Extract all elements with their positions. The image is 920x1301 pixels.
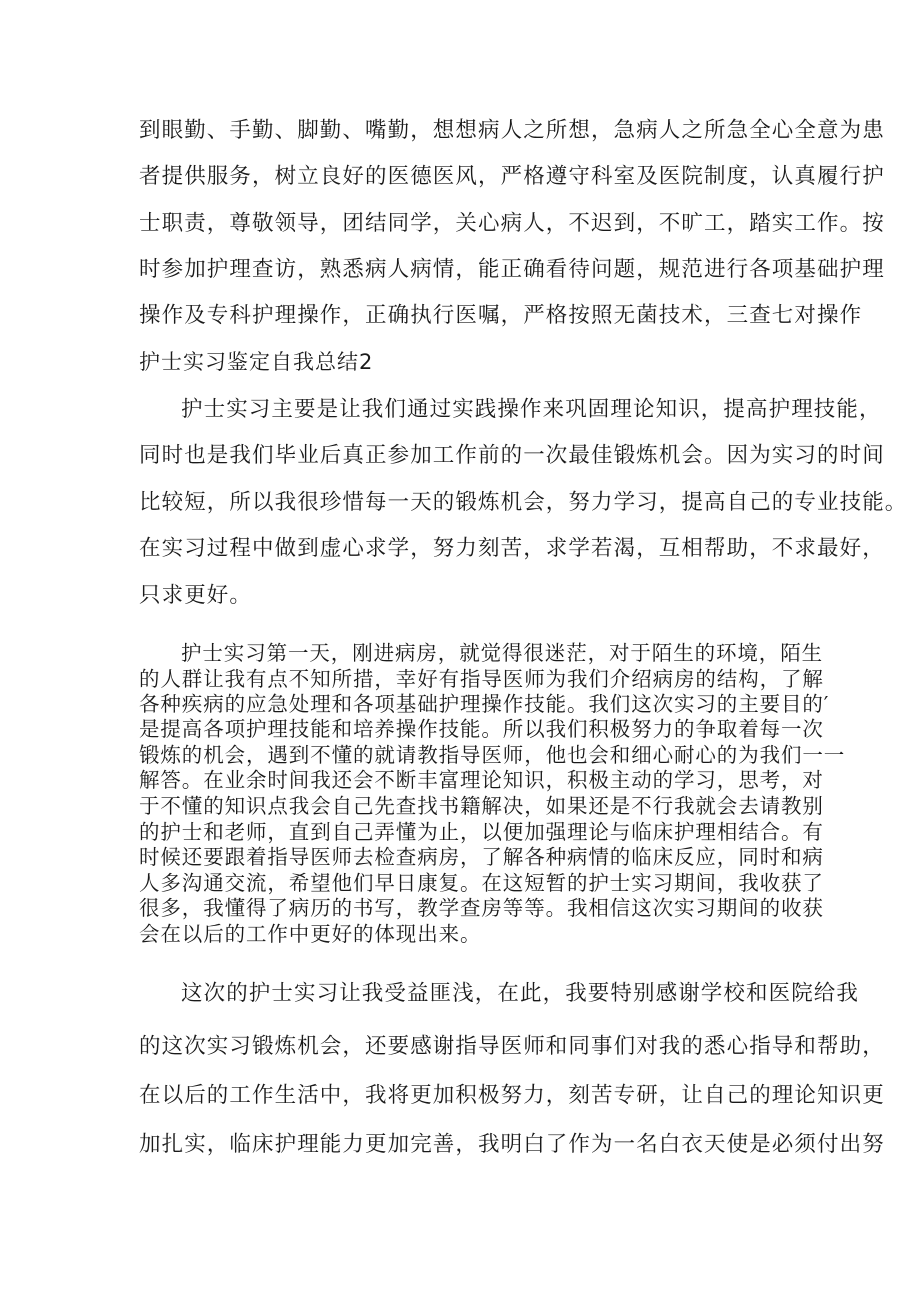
text-line: 士职责，尊敬领导，团结同学，关心病人，不迟到，不旷工，踏实工作。按	[139, 211, 885, 236]
text-line: 这次的护士实习让我受益匪浅，在此，我要特别感谢学校和医院给我	[181, 981, 860, 1006]
text-line: 锻炼的机会，遇到不懂的就请教指导医师，他也会和细心耐心的为我们一一	[139, 743, 846, 767]
text-line: 护士实习第一天，刚进病房，就觉得很迷茫，对于陌生的环境，陌生	[181, 641, 823, 665]
text-line: 的人群让我有点不知所措，幸好有指导医师为我们介绍病房的结构，了解	[139, 667, 824, 691]
text-line: 时参加护理查访，熟悉病人病情，能正确看待问题，规范进行各项基础护理	[139, 257, 885, 282]
text-line: 会在以后的工作中更好的体现出来。	[139, 922, 482, 946]
text-line: 同时也是我们毕业后真正参加工作前的一次最佳锻炼机会。因为实习的时间	[139, 443, 885, 468]
text-line: 时候还要跟着指导医师去检查病房，了解各种病情的临床反应，同时和病	[139, 845, 824, 869]
text-line: 的护士和老师，直到自己弄懂为止，以便加强理论与临床护理相结合。有	[139, 820, 824, 844]
section-heading: 护士实习鉴定自我总结2	[139, 350, 374, 374]
text-line: 在实习过程中做到虚心求学，努力刻苦，求学若渴，互相帮助，不求最好，	[139, 536, 885, 561]
text-line: 者提供服务，树立良好的医德医风，严格遵守科室及医院制度，认真履行护	[139, 164, 885, 189]
text-line: 各种疾病的应急处理和各项基础护理操作技能。我们这次实习的主要目的′	[139, 692, 830, 716]
text-line: 在以后的工作生活中，我将更加积极努力，刻苦专研，让自己的理论知识更	[139, 1083, 885, 1108]
text-line: 操作及专科护理操作，正确执行医嘱，严格按照无菌技术，三查七对操作	[139, 303, 863, 328]
text-line: 解答。在业余时间我还会不断丰富理论知识，积极主动的学习，思考，对	[139, 768, 824, 792]
text-line: 护士实习主要是让我们通过实践操作来巩固理论知识，提高护理技能，	[181, 397, 882, 422]
text-line: 加扎实，临床护理能力更加完善，我明白了作为一名白衣天使是必须付出努	[139, 1132, 885, 1157]
text-line: 是提高各项护理技能和培养操作技能。所以我们积极努力的争取着每一次	[139, 717, 824, 741]
text-line: 比较短，所以我很珍惜每一天的锻炼机会，努力学习，提高自己的专业技能。	[139, 490, 908, 515]
text-line: 只求更好。	[139, 583, 253, 608]
text-line: 的这次实习锻炼机会，还要感谢指导医师和同事们对我的悉心指导和帮助，	[139, 1034, 885, 1059]
text-line: 于不懂的知识点我会自己先查找书籍解决，如果还是不行我就会去请教别	[139, 794, 824, 818]
text-line: 到眼勤、手勤、脚勤、嘴勤，想想病人之所想，急病人之所急全心全意为患	[139, 118, 885, 143]
text-line: 人多沟通交流，希望他们早日康复。在这短暂的护士实习期间，我收获了	[139, 871, 824, 895]
text-line: 很多，我懂得了病历的书写，教学查房等等。我相信这次实习期间的收获	[139, 896, 824, 920]
